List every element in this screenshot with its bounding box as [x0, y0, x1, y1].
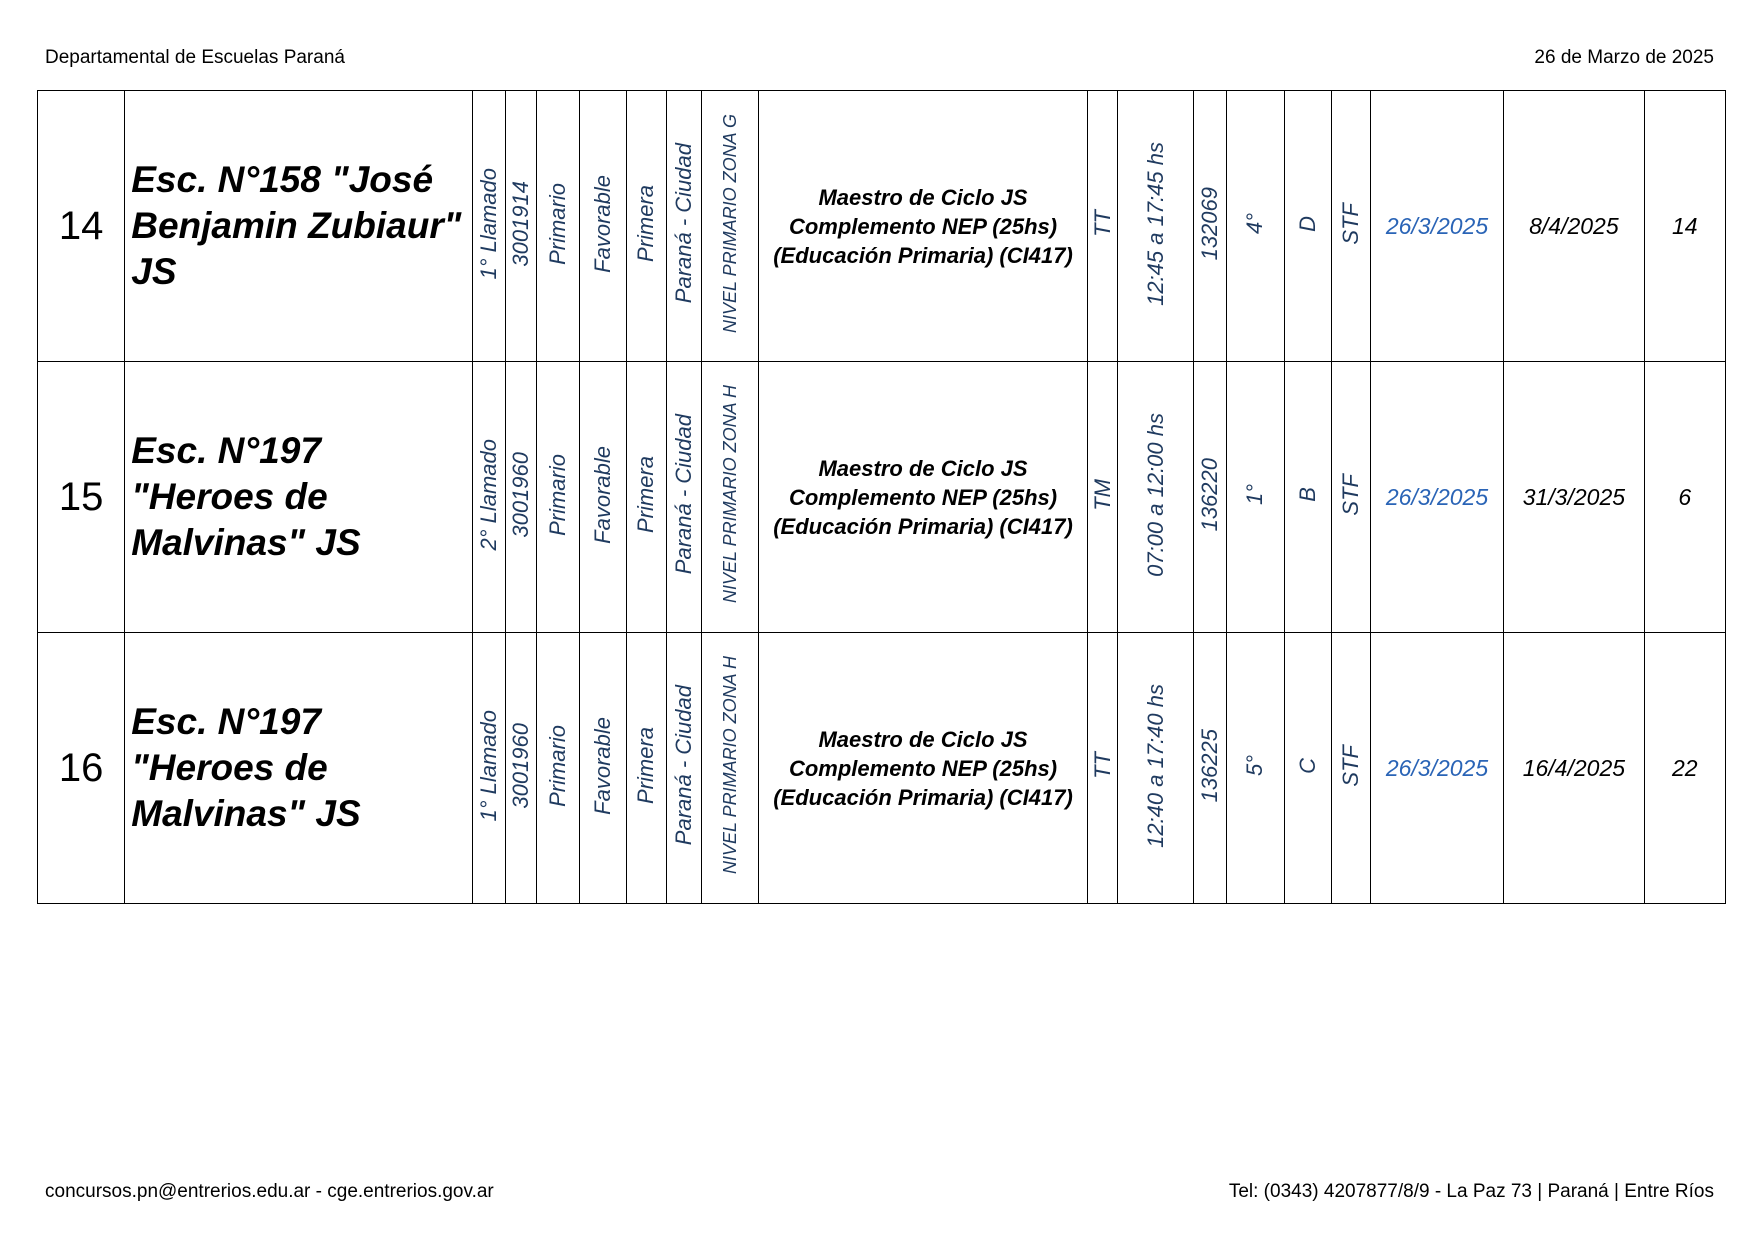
categoria: Primera — [633, 184, 659, 262]
llamado: 2° Llamado — [476, 438, 502, 551]
header-department: Departamental de Escuelas Paraná — [45, 47, 345, 68]
zona-tipo-cell — [579, 362, 626, 633]
cargo: Maestro de Ciclo JS Complemento NEP (25hs) (Educación Primaria) (CI417) — [759, 91, 1088, 362]
footer-contact-address: Tel: (0343) 4207877/8/9 - La Paz 73 | Paraná | Entre Ríos — [1228, 1181, 1714, 1202]
nivel: Primario — [544, 453, 570, 536]
fecha-hasta: 8/4/2025 — [1504, 91, 1644, 362]
llamado-cell — [473, 91, 506, 362]
row-number: 15 — [38, 362, 125, 633]
cargo-id: 132069 — [1197, 186, 1223, 261]
horario: 07:00 a 12:00 hs — [1142, 412, 1168, 577]
grado-cell — [1227, 633, 1284, 904]
row-number: 16 — [38, 633, 125, 904]
zona-cell — [701, 91, 758, 362]
fecha-desde: 26/3/2025 — [1370, 362, 1503, 633]
row-number: 14 — [38, 91, 125, 362]
grado: 5° — [1242, 754, 1268, 777]
fecha-hasta: 16/4/2025 — [1504, 633, 1644, 904]
school-name: Esc. N°197 "Heroes de Malvinas" JS — [125, 362, 473, 633]
code-cell — [506, 362, 537, 633]
localidad-cell — [666, 91, 701, 362]
turno-cell — [1088, 362, 1118, 633]
nivel-cell — [537, 633, 579, 904]
categoria-cell — [626, 633, 666, 904]
grado-cell — [1227, 362, 1284, 633]
horario: 12:40 a 17:40 hs — [1142, 683, 1168, 848]
zona-tipo: Favorable — [589, 445, 615, 544]
llamado: 1° Llamado — [476, 167, 502, 280]
horario-cell — [1118, 362, 1194, 633]
nivel-cell — [537, 362, 579, 633]
grado: 4° — [1242, 212, 1268, 235]
dias: 6 — [1644, 362, 1725, 633]
categoria: Primera — [633, 455, 659, 533]
zona-tipo-cell — [579, 91, 626, 362]
header-date: 26 de Marzo de 2025 — [1534, 47, 1714, 68]
nivel-cell — [537, 91, 579, 362]
nivel: Primario — [544, 724, 570, 807]
zona-tipo: Favorable — [589, 174, 615, 273]
horario: 12:45 a 17:45 hs — [1142, 141, 1168, 306]
llamado: 1° Llamado — [476, 709, 502, 822]
vacancies-table — [37, 90, 1726, 904]
id-cell — [1194, 91, 1227, 362]
footer-contact-email: concursos.pn@entrerios.edu.ar - cge.entrerios.gov.ar — [45, 1181, 494, 1202]
categoria-cell — [626, 362, 666, 633]
zona-tipo-cell — [579, 633, 626, 904]
fecha-desde: 26/3/2025 — [1370, 633, 1503, 904]
localidad: Paraná - Ciudad — [670, 685, 696, 846]
table-row — [38, 633, 1726, 904]
turno: TM — [1089, 478, 1115, 511]
situacion: STF — [1337, 202, 1363, 245]
llamado-cell — [473, 362, 506, 633]
grado: 1° — [1242, 483, 1268, 506]
fecha-hasta: 31/3/2025 — [1504, 362, 1644, 633]
llamado-cell — [473, 633, 506, 904]
zona-cell — [701, 362, 758, 633]
seccion-cell — [1284, 633, 1331, 904]
school-name: Esc. N°158 "José Benjamin Zubiaur" JS — [125, 91, 473, 362]
id-cell — [1194, 362, 1227, 633]
zona: NIVEL PRIMARIO ZONA G — [719, 113, 740, 334]
zona-tipo: Favorable — [589, 716, 615, 815]
zona: NIVEL PRIMARIO ZONA H — [719, 656, 740, 875]
turno: TT — [1089, 752, 1115, 779]
dias: 22 — [1644, 633, 1725, 904]
fecha-desde: 26/3/2025 — [1370, 91, 1503, 362]
situacion: STF — [1337, 473, 1363, 516]
table-row — [38, 362, 1726, 633]
school-code: 3001960 — [508, 451, 534, 538]
school-name: Esc. N°197 "Heroes de Malvinas" JS — [125, 633, 473, 904]
school-code: 3001960 — [508, 722, 534, 809]
localidad: Paraná - Ciudad — [670, 143, 696, 304]
school-code: 3001914 — [508, 180, 534, 267]
grado-cell — [1227, 91, 1284, 362]
dias: 14 — [1644, 91, 1725, 362]
code-cell — [506, 91, 537, 362]
situacion-cell — [1331, 91, 1370, 362]
horario-cell — [1118, 633, 1194, 904]
seccion: D — [1294, 215, 1320, 232]
categoria-cell — [626, 91, 666, 362]
seccion: B — [1294, 487, 1320, 502]
situacion: STF — [1337, 744, 1363, 787]
cargo: Maestro de Ciclo JS Complemento NEP (25hs) (Educación Primaria) (CI417) — [759, 633, 1088, 904]
localidad: Paraná - Ciudad — [670, 414, 696, 575]
turno-cell — [1088, 633, 1118, 904]
situacion-cell — [1331, 633, 1370, 904]
localidad-cell — [666, 633, 701, 904]
turno: TT — [1089, 210, 1115, 237]
cargo-id: 136225 — [1197, 728, 1223, 803]
seccion: C — [1294, 757, 1320, 774]
localidad-cell — [666, 362, 701, 633]
zona: NIVEL PRIMARIO ZONA H — [719, 385, 740, 604]
cargo: Maestro de Ciclo JS Complemento NEP (25hs) (Educación Primaria) (CI417) — [759, 362, 1088, 633]
cargo-id: 136220 — [1197, 457, 1223, 532]
table-row — [38, 91, 1726, 362]
categoria: Primera — [633, 726, 659, 804]
situacion-cell — [1331, 362, 1370, 633]
id-cell — [1194, 633, 1227, 904]
code-cell — [506, 633, 537, 904]
nivel: Primario — [544, 182, 570, 265]
seccion-cell — [1284, 362, 1331, 633]
horario-cell — [1118, 91, 1194, 362]
turno-cell — [1088, 91, 1118, 362]
seccion-cell — [1284, 91, 1331, 362]
zona-cell — [701, 633, 758, 904]
